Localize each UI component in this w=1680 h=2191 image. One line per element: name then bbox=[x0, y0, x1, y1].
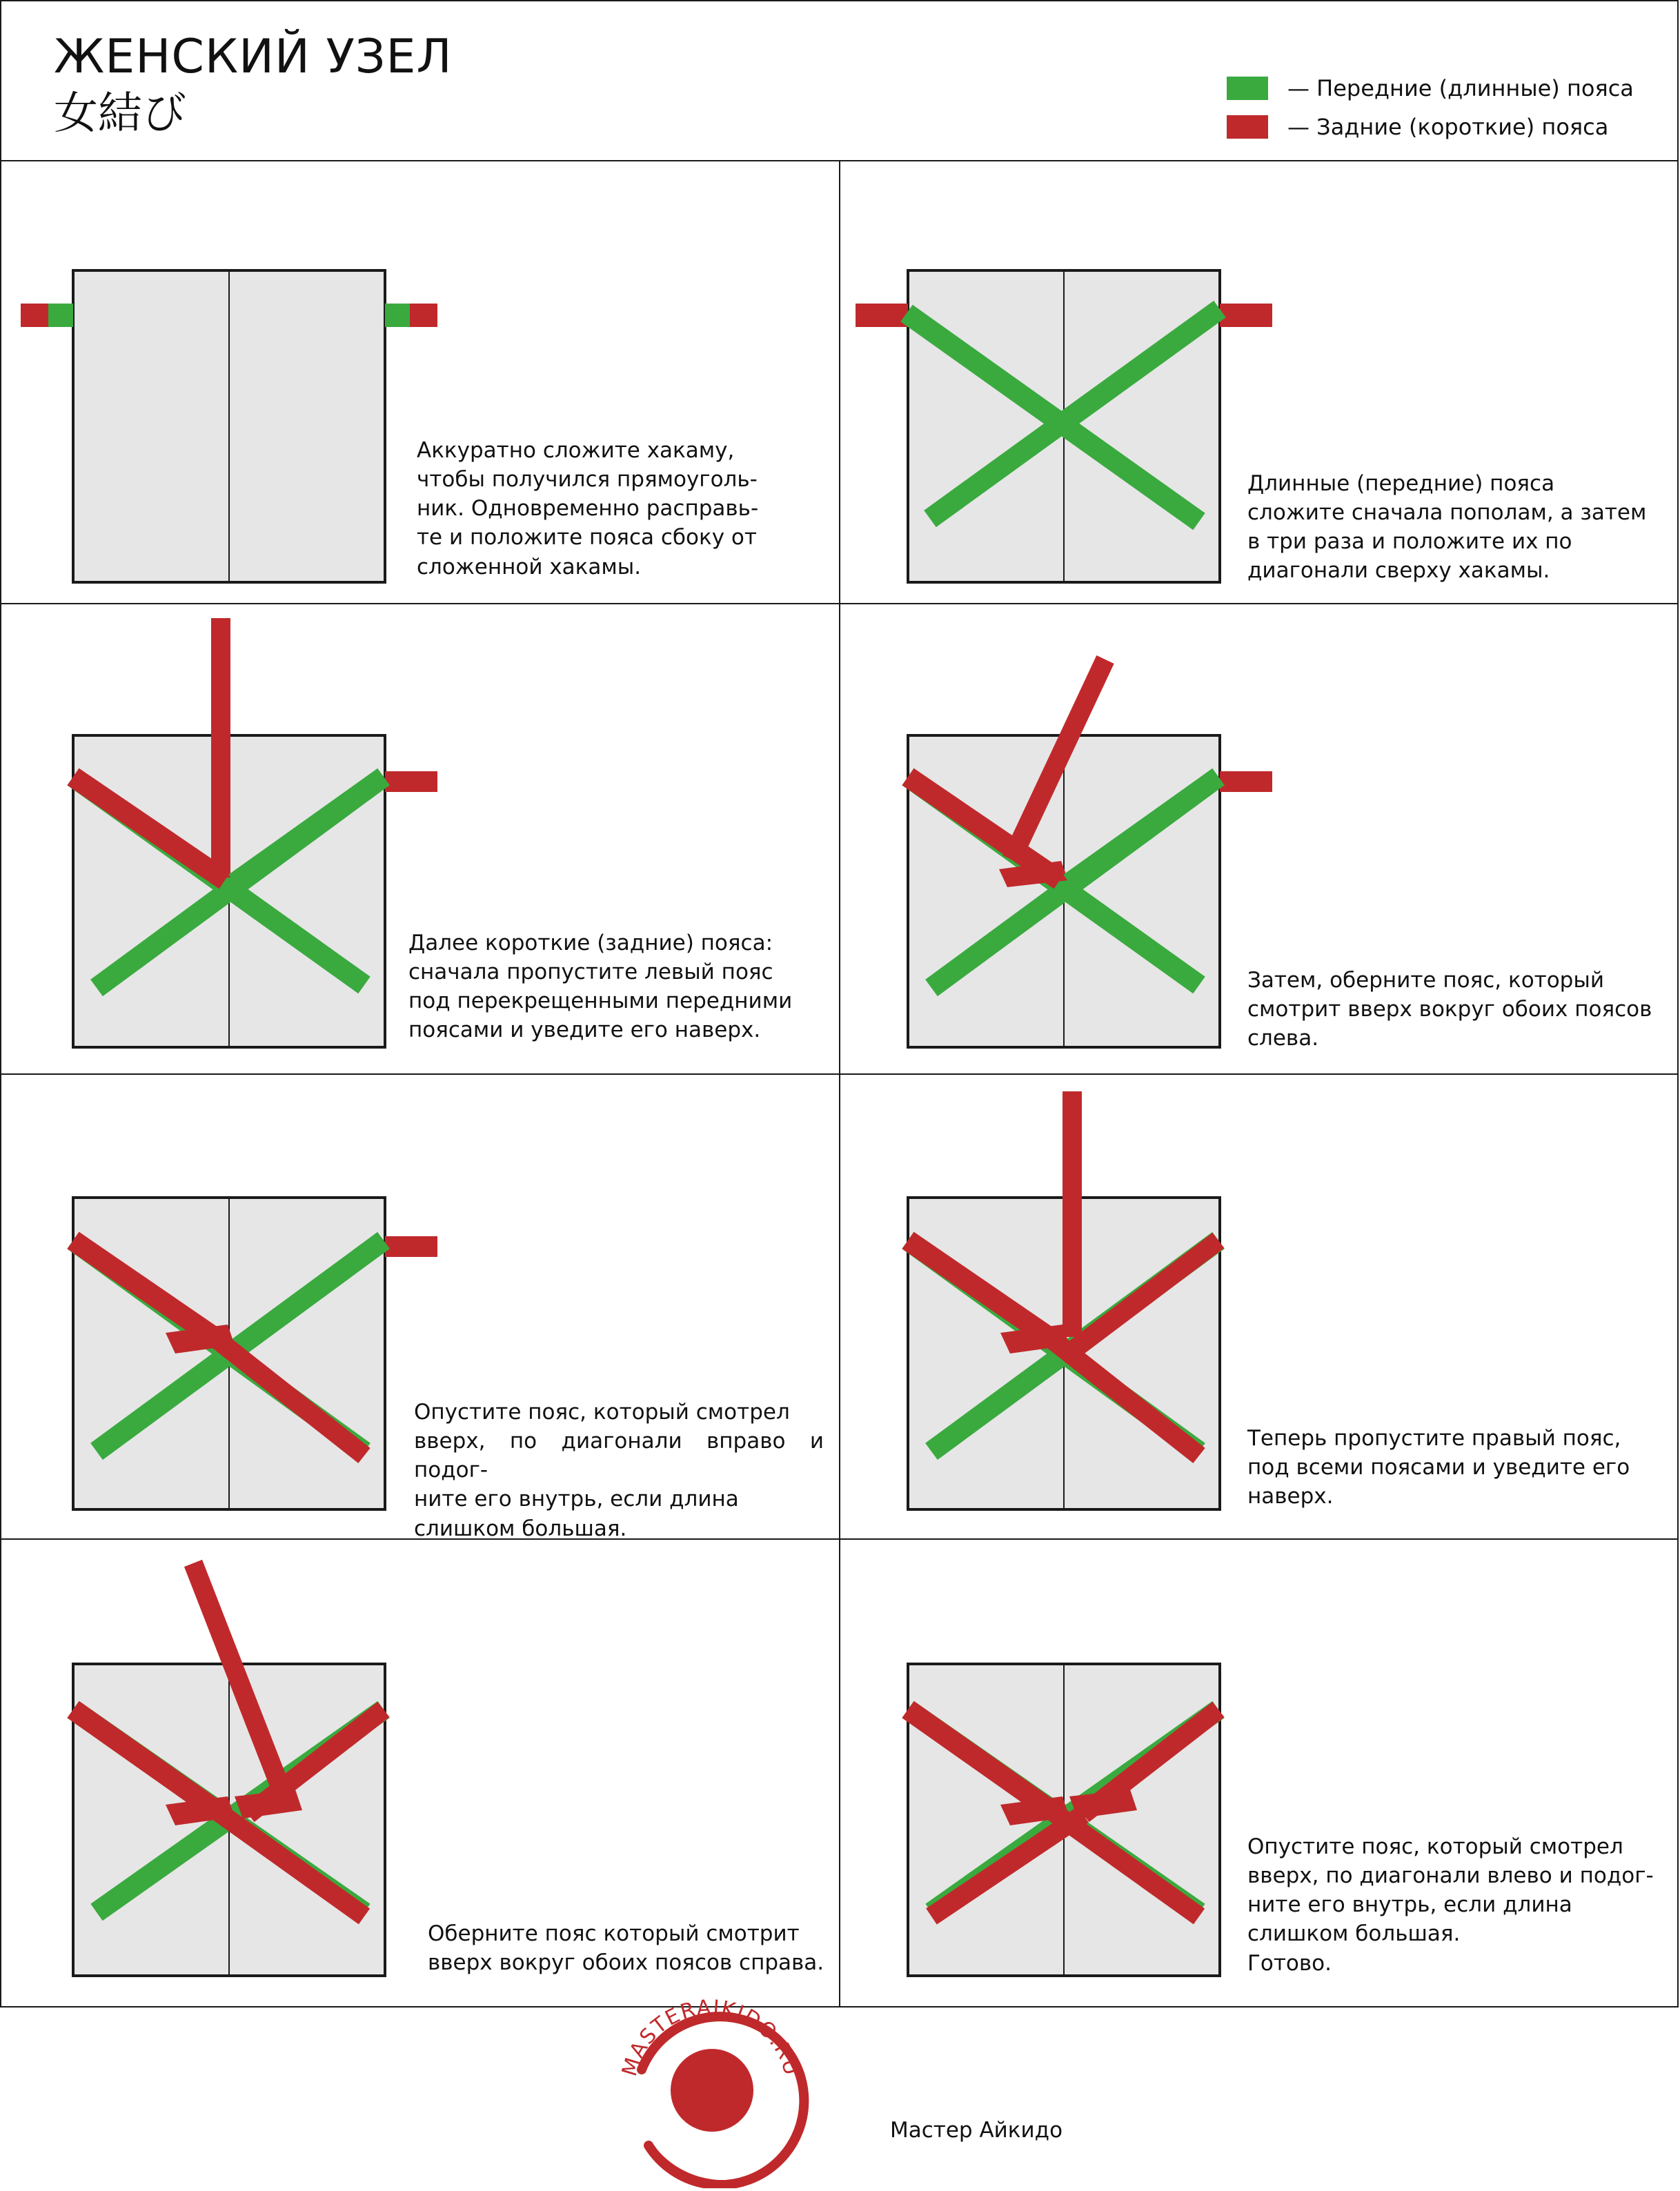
legend-swatch-green bbox=[1227, 77, 1268, 100]
step-3-caption: Далее короткие (задние) пояса: сначала пропустите левый пояс под перекрещенными передними поясами и уведите его наверх. bbox=[408, 931, 793, 1043]
legend-label: — Передние (длинные) пояса bbox=[1287, 75, 1634, 101]
step-3-panel bbox=[0, 604, 839, 1073]
legend bbox=[1227, 69, 1634, 146]
belt-red-left bbox=[856, 304, 908, 327]
legend-swatch-red bbox=[1227, 115, 1268, 139]
step-1-caption: Аккуратно сложите хакаму, чтобы получился прямоуголь- ник. Одновременно расправь- те и положите пояса сбоку от сложенной хакамы. bbox=[417, 438, 759, 579]
step-7-panel bbox=[0, 1540, 839, 2007]
step-1-panel bbox=[0, 163, 839, 603]
step-6-caption: Теперь пропустите правый пояс, под всеми поясами и уведите его наверх. bbox=[1247, 1426, 1630, 1509]
legend-item-back bbox=[1227, 108, 1634, 146]
page-title-japanese: 女結び bbox=[54, 88, 186, 139]
step-5-panel bbox=[0, 1075, 839, 1541]
belt-red-right bbox=[1220, 304, 1272, 327]
step-7-caption: Оберните пояс который смотрит вверх вокруг обоих поясов справа. bbox=[428, 1921, 824, 1976]
footer-site-name: Мастер Айкидо bbox=[890, 2118, 1063, 2143]
step-8-caption: Опустите пояс, который смотрел вверх, по диагонали влево и подог- ните его внутрь, если длина слишком большая. Готово. bbox=[1247, 1834, 1654, 1976]
enso-logo-icon bbox=[600, 1987, 821, 2188]
step-2-caption: Длинные (передние) пояса сложите сначала пополам, а затем в три раза и положите их по диагонали сверху хакамы. bbox=[1247, 471, 1647, 584]
step-8-panel bbox=[840, 1540, 1679, 2007]
step-5-caption: Опустите пояс, который смотрел вверх, по диагонали вправо и подог- ните его внутрь, если длина слишком большая. bbox=[414, 1400, 824, 1541]
page-title: ЖЕНСКИЙ УЗЕЛ bbox=[54, 30, 453, 84]
belt-red-left bbox=[21, 304, 48, 327]
step-2-panel bbox=[840, 163, 1679, 603]
step-6-panel bbox=[840, 1075, 1679, 1538]
belt-red-right bbox=[410, 304, 437, 327]
step-4-panel bbox=[840, 604, 1679, 1073]
legend-item-front bbox=[1227, 69, 1634, 108]
belt-green-left bbox=[48, 304, 73, 327]
step-4-caption: Затем, оберните пояс, который смотрит вверх вокруг обоих поясов слева. bbox=[1247, 968, 1652, 1051]
header bbox=[0, 0, 1679, 161]
legend-label: — Задние (короткие) пояса bbox=[1287, 114, 1609, 140]
logo-text: MASTERAIKIDO.RU bbox=[617, 1995, 804, 2079]
belt-green-right bbox=[385, 304, 410, 327]
masteraikido-logo bbox=[600, 1987, 821, 2191]
